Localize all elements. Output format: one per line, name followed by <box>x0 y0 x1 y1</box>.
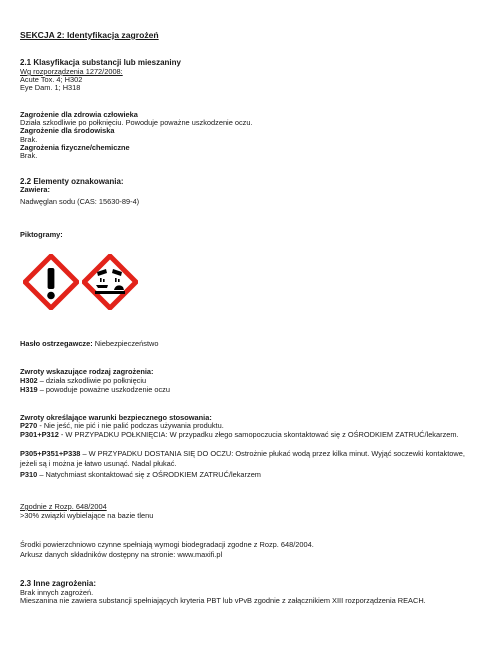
biodegradation-line-1: Środki powierzchniowo czynne spełniają wymogi biodegradacji zgodne z Rozp. 648/2004. <box>20 540 314 549</box>
p-statement-3 <box>20 449 482 469</box>
p-text: – Natychmiast skontaktować się z OŚRODKIEM ZATRUĆ/lekarzem <box>37 470 261 479</box>
h-statement-2 <box>20 386 170 395</box>
p-text: – W PRZYPADKU DOSTANIA SIĘ DO OCZU: Ostrożnie płukać wodą przez kilka minut. Wyjąć soczewki kontaktowe, jeżeli są i można je łatwo usunąć. Nadal płukać. <box>20 449 465 468</box>
s21-heading: 2.1 Klasyfikacja substancji lub mieszaniny <box>20 58 181 67</box>
h-code: H302 <box>20 376 38 385</box>
signal-value: Niebezpieczeństwo <box>94 339 159 348</box>
p-code: P301+P312 <box>20 430 59 439</box>
p-text: - Nie jeść, nie pić i nie palić podczas używania produktu. <box>37 421 224 430</box>
p-statement-2 <box>20 431 482 440</box>
contains-label: Zawiera: <box>20 185 50 194</box>
s23-line-2: Mieszanina nie zawiera substancji spełniających kryteria PBT lub vPvB zgodnie z załącznikiem XIII rozporządzenia REACH. <box>20 596 426 605</box>
s22-heading: 2.2 Elementy oznakowania: <box>20 177 124 186</box>
p-text: - W PRZYPADKU POŁKNIĘCIA: W przypadku złego samopoczucia skontaktować się z OŚRODKIEM ZATRUĆ/lekarzem. <box>58 430 459 439</box>
h-text: – działa szkodliwie po połknięciu <box>37 376 147 385</box>
h-code: H319 <box>20 385 38 394</box>
sds-page <box>20 0 486 650</box>
corrosion-pictogram-icon <box>82 254 138 310</box>
detergents-heading: Zgodnie z Rozp. 648/2004 <box>20 502 107 511</box>
p-statements-heading: Zwroty określające warunki bezpiecznego stosowania: <box>20 413 212 422</box>
p-code: P305+P351+P338 <box>20 449 81 458</box>
p-code: P270 <box>20 421 38 430</box>
env-heading: Zagrożenie dla środowiska <box>20 126 115 135</box>
phys-heading: Zagrożenia fizyczne/chemiczne <box>20 143 130 152</box>
contains-value: Nadwęglan sodu (CAS: 15630-89-4) <box>20 197 140 206</box>
p-code: P310 <box>20 470 38 479</box>
classification-line-2: Eye Dam. 1; H318 <box>20 83 81 92</box>
exclamation-mark-pictogram-icon <box>23 254 79 310</box>
biodegradation-line-2: Arkusz danych składników dostępny na stronie: www.maxifi.pl <box>20 550 223 559</box>
s23-line-1: Brak innych zagrożeń. <box>20 588 94 597</box>
health-heading: Zagrożenie dla zdrowia człowieka <box>20 110 138 119</box>
regulation-ref: Wg rozporządzenia 1272/2008: <box>20 67 123 76</box>
signal-word <box>20 340 158 349</box>
env-text: Brak. <box>20 135 38 144</box>
signal-label: Hasło ostrzegawcze: <box>20 339 93 348</box>
h-text: – powoduje poważne uszkodzenie oczu <box>37 385 170 394</box>
p-statement-4 <box>20 471 261 480</box>
health-text: Działa szkodliwie po połknięciu. Powoduje poważne uszkodzenie oczu. <box>20 118 253 127</box>
s23-heading: 2.3 Inne zagrożenia: <box>20 579 97 588</box>
classification-line-1: Acute Tox. 4; H302 <box>20 75 83 84</box>
section-title: SEKCJA 2: Identyfikacja zagrożeń <box>20 30 159 40</box>
pictograms-label: Piktogramy: <box>20 230 63 239</box>
h-statements-heading: Zwroty wskazujące rodzaj zagrożenia: <box>20 367 154 376</box>
phys-text: Brak. <box>20 151 38 160</box>
detergents-text: >30% związki wybielające na bazie tlenu <box>20 511 154 520</box>
